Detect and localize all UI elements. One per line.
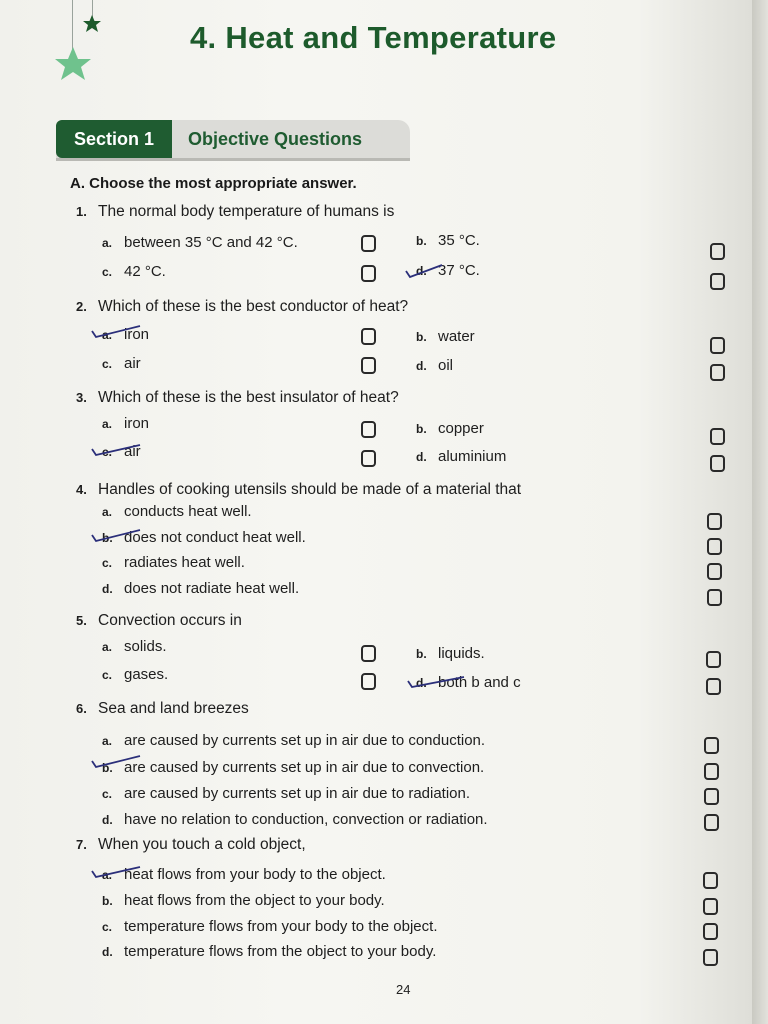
tick-mark-icon (404, 262, 444, 282)
option-text: does not conduct heat well. (124, 529, 306, 546)
checkbox-5b[interactable] (706, 651, 721, 668)
option-letter: d. (102, 813, 113, 827)
option-3d (416, 448, 506, 465)
checkbox-2c[interactable] (361, 357, 376, 374)
checkbox-4b[interactable] (707, 538, 722, 555)
option-text: both b and c (438, 674, 521, 691)
option-text: oil (438, 357, 454, 374)
option-letter: b. (102, 894, 113, 908)
option-letter: d. (416, 450, 427, 464)
checkbox-6d[interactable] (704, 814, 719, 831)
question-text: Convection occurs in (98, 612, 242, 629)
star-icon (54, 46, 92, 82)
option-letter: b. (102, 761, 113, 775)
option-letter: c. (102, 787, 113, 801)
question-4 (76, 481, 521, 499)
checkbox-7c[interactable] (703, 923, 718, 940)
question-number: 1. (76, 204, 87, 219)
option-letter: d. (102, 582, 113, 596)
checkbox-6a[interactable] (704, 737, 719, 754)
option-text: temperature flows from the object to your body. (124, 943, 437, 960)
checkbox-3b[interactable] (710, 428, 725, 445)
checkbox-5a[interactable] (361, 645, 376, 662)
option-text: are caused by currents set up in air due to radiation. (124, 785, 471, 802)
section-title: Objective Questions (188, 129, 363, 149)
question-number: 4. (76, 482, 87, 497)
tick-mark-icon (406, 672, 466, 692)
page-number: 24 (396, 982, 411, 997)
question-text: When you touch a cold object, (98, 836, 306, 853)
option-letter: a. (102, 505, 113, 519)
checkbox-3d[interactable] (710, 455, 725, 472)
checkbox-7b[interactable] (703, 898, 718, 915)
option-5b (416, 645, 485, 662)
option-4a (102, 503, 252, 520)
option-text: are caused by currents set up in air due to conduction. (124, 732, 486, 749)
option-letter: c. (102, 445, 113, 459)
tick-mark-icon (90, 440, 142, 460)
option-text: water (438, 328, 475, 345)
option-letter: b. (416, 647, 427, 661)
option-text: radiates heat well. (124, 554, 245, 571)
option-text: have no relation to conduction, convection or radiation. (124, 811, 488, 828)
option-letter: d. (416, 264, 427, 278)
checkbox-6b[interactable] (704, 763, 719, 780)
checkbox-1a[interactable] (361, 235, 376, 252)
option-4d (102, 580, 299, 597)
option-4c (102, 554, 245, 571)
option-text: heat flows from your body to the object. (124, 866, 386, 883)
option-text: gases. (124, 666, 169, 683)
question-5 (76, 612, 242, 630)
question-number: 7. (76, 837, 87, 852)
question-number: 6. (76, 701, 87, 716)
option-letter: b. (416, 234, 427, 248)
question-number: 3. (76, 390, 87, 405)
question-number: 5. (76, 613, 87, 628)
checkbox-5d[interactable] (706, 678, 721, 695)
question-1 (76, 203, 394, 221)
star-icon (82, 14, 102, 33)
option-letter: a. (102, 328, 113, 342)
option-letter: d. (416, 676, 427, 690)
checkbox-4d[interactable] (707, 589, 722, 606)
chapter-title: 4. Heat and Temperature (190, 20, 557, 55)
checkbox-7a[interactable] (703, 872, 718, 889)
tick-mark-icon (90, 862, 142, 882)
option-text: conducts heat well. (124, 503, 252, 520)
option-text: copper (438, 420, 484, 437)
question-3 (76, 389, 399, 407)
option-3b (416, 420, 484, 437)
option-letter: c. (102, 920, 113, 934)
option-text: aluminium (438, 448, 507, 465)
option-text: 42 °C. (124, 263, 166, 280)
checkbox-2b[interactable] (710, 337, 725, 354)
option-text: temperature flows from your body to the object. (124, 918, 438, 935)
checkbox-1d[interactable] (710, 273, 725, 290)
option-text: solids. (124, 638, 167, 655)
option-letter: b. (102, 531, 113, 545)
option-text: iron (124, 326, 150, 343)
option-letter: a. (102, 868, 113, 882)
question-text: Sea and land breezes (98, 700, 249, 717)
option-letter: d. (102, 945, 113, 959)
instruction-heading: A. Choose the most appropriate answer. (70, 175, 357, 192)
checkbox-2d[interactable] (710, 364, 725, 381)
option-7d (102, 943, 436, 960)
option-letter: b. (416, 330, 427, 344)
section-number: Section 1 (56, 120, 172, 158)
option-text: does not radiate heat well. (124, 580, 300, 597)
option-5c (102, 666, 168, 683)
checkbox-3a[interactable] (361, 421, 376, 438)
option-letter: a. (102, 734, 113, 748)
option-2b (416, 328, 475, 345)
tick-mark-icon (90, 526, 142, 546)
book-gutter (752, 0, 768, 1024)
checkbox-7d[interactable] (703, 949, 718, 966)
option-letter: b. (416, 422, 427, 436)
option-letter: a. (102, 640, 113, 654)
option-text: are caused by currents set up in air due to convection. (124, 759, 485, 776)
option-6a (102, 732, 485, 749)
option-6c (102, 785, 470, 802)
option-7a (102, 866, 386, 883)
option-letter: d. (416, 359, 427, 373)
option-letter: c. (102, 357, 113, 371)
option-6d (102, 811, 488, 828)
option-2d (416, 357, 453, 374)
option-5a (102, 638, 167, 655)
option-1a (102, 234, 298, 251)
option-text: air (124, 355, 141, 372)
option-text: heat flows from the object to your body. (124, 892, 385, 909)
question-number: 2. (76, 299, 87, 314)
checkbox-4a[interactable] (707, 513, 722, 530)
option-text: between 35 °C and 42 °C. (124, 234, 298, 251)
checkbox-1b[interactable] (710, 243, 725, 260)
tick-mark-icon (90, 752, 142, 772)
checkbox-5c[interactable] (361, 673, 376, 690)
option-letter: c. (102, 668, 113, 682)
option-letter: c. (102, 556, 113, 570)
option-6b (102, 759, 484, 776)
option-text: 37 °C. (438, 262, 480, 279)
option-text: 35 °C. (438, 232, 480, 249)
question-6 (76, 700, 249, 718)
option-7b (102, 892, 385, 909)
checkbox-6c[interactable] (704, 788, 719, 805)
question-2 (76, 298, 408, 316)
option-3a (102, 415, 149, 432)
option-letter: c. (102, 265, 113, 279)
checkbox-4c[interactable] (707, 563, 722, 580)
tick-mark-icon (90, 322, 142, 342)
option-letter: a. (102, 236, 113, 250)
question-text: Which of these is the best insulator of heat? (98, 389, 399, 406)
checkbox-2a[interactable] (361, 328, 376, 345)
checkbox-3c[interactable] (361, 450, 376, 467)
question-7 (76, 836, 306, 854)
question-text: The normal body temperature of humans is (98, 203, 395, 220)
checkbox-1c[interactable] (361, 265, 376, 282)
option-7c (102, 918, 437, 935)
option-text: air (124, 443, 141, 460)
option-2c (102, 355, 141, 372)
question-text: Handles of cooking utensils should be made of a material that (98, 481, 522, 498)
option-text: iron (124, 415, 150, 432)
option-letter: a. (102, 417, 113, 431)
option-1b (416, 232, 480, 249)
option-text: liquids. (438, 645, 485, 662)
question-text: Which of these is the best conductor of heat? (98, 298, 409, 315)
option-1c (102, 263, 166, 280)
